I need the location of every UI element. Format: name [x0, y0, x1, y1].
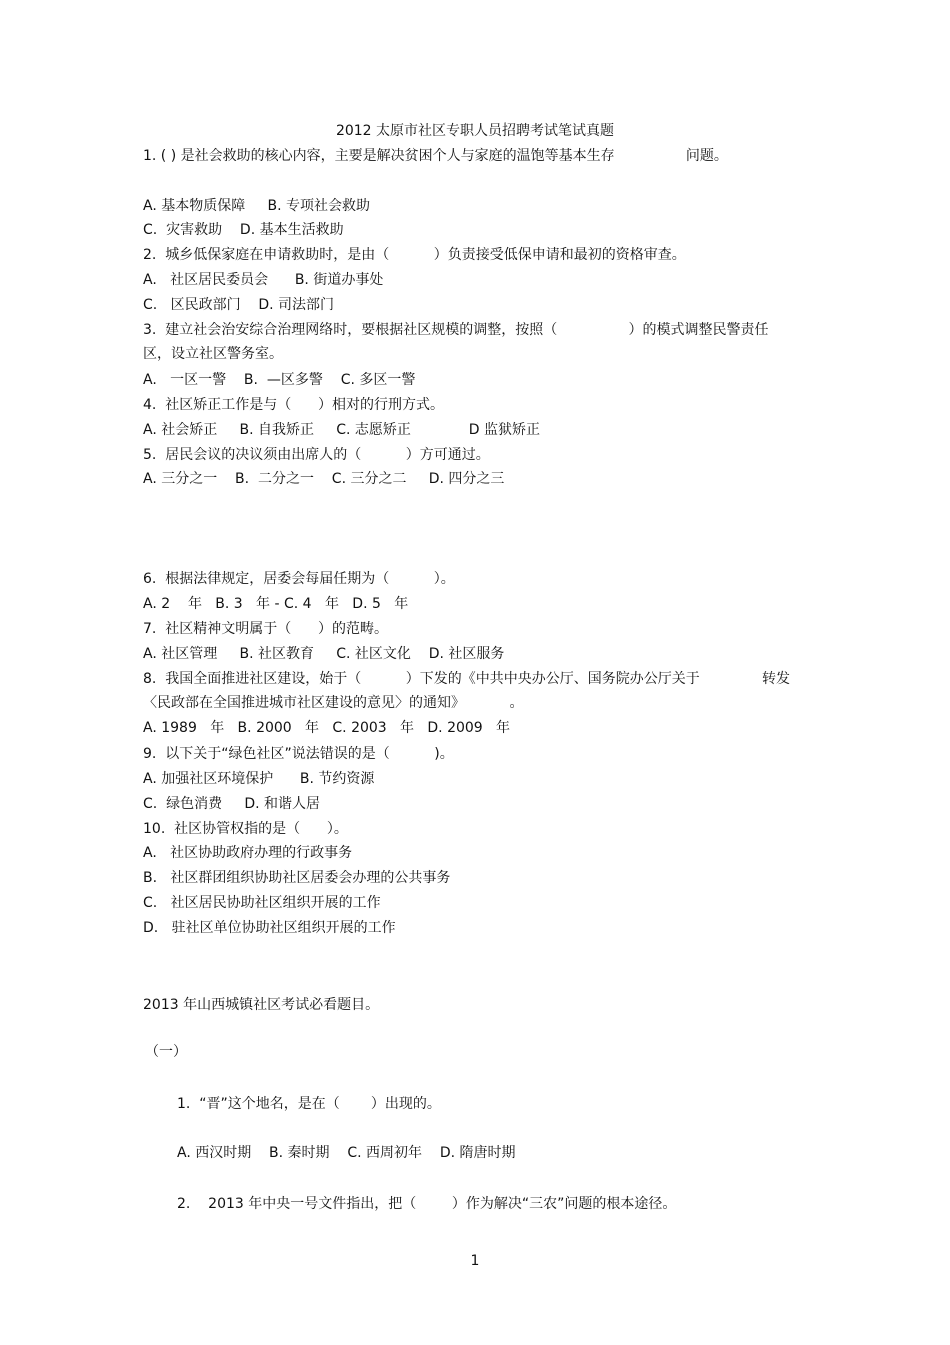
question-line: B. 社区群团组织协助社区居委会办理的公共事务 — [143, 870, 451, 886]
question-line: 2. 城乡低保家庭在申请救助时，是由（ ）负责接受低保申请和最初的资格审查。 — [143, 247, 686, 263]
question-line: 4. 社区矫正工作是与（ ）相对的行刑方式。 — [143, 397, 444, 413]
question-line: C. 绿色消费 D. 和谐人居 — [143, 796, 321, 812]
question-line: A. 社区管理 B. 社区教育 C. 社区文化 D. 社区服务 — [143, 646, 505, 662]
question-line: D. 驻社区单位协助社区组织开展的工作 — [143, 920, 396, 936]
question-line: 10. 社区协管权指的是（ ）。 — [143, 821, 348, 837]
question-line: A. 社会矫正 B. 自我矫正 C. 志愿矫正 D 监狱矫正 — [143, 422, 540, 438]
question-line: A. 三分之一 B. 二分之一 C. 三分之二 D. 四分之三 — [143, 471, 505, 487]
question-line: C. 区民政部门 D. 司法部门 — [143, 297, 335, 313]
question-line: A. 西汉时期 B. 秦时期 C. 西周初年 D. 隋唐时期 — [177, 1145, 516, 1161]
question-line: C. 灾害救助 D. 基本生活救助 — [143, 222, 344, 238]
question-line: 3. 建立社会治安综合治理网络时，要根据社区规模的调整，按照（ ）的模式调整民警责任 — [143, 322, 769, 338]
page-number: 1 — [470, 1253, 480, 1269]
question-line: 5. 居民会议的决议须由出席人的（ ）方可通过。 — [143, 447, 490, 463]
question-line: 9. 以下关于“绿色社区”说法错误的是（ )。 — [143, 746, 454, 762]
question-line: A. 社区居民委员会 B. 街道办事处 — [143, 272, 384, 288]
question-line: 区，设立社区警务室。 — [143, 346, 283, 362]
question-line: A. 社区协助政府办理的行政事务 — [143, 845, 353, 861]
section-title: 2013 年山西城镇社区考试必看题目。 — [143, 997, 380, 1013]
question-line: A. 一区一警 B. —区多警 C. 多区一警 — [143, 372, 416, 388]
question-line: 6. 根据法律规定，居委会每届任期为（ ）。 — [143, 571, 455, 587]
section-part-label: （一） — [145, 1044, 187, 1060]
question-line: 2. 2013 年中央一号文件指出，把（ ）作为解决“三农”问题的根本途径。 — [177, 1196, 677, 1212]
question-line: 1. “晋”这个地名，是在（ ）出现的。 — [177, 1096, 441, 1112]
question-line: A. 加强社区环境保护 B. 节约资源 — [143, 771, 375, 787]
question-line: A. 1989 年 B. 2000 年 C. 2003 年 D. 2009 年 — [143, 720, 511, 736]
question-line: A. 基本物质保障 B. 专项社会救助 — [143, 198, 370, 214]
page-title: 2012 太原市社区专职人员招聘考试笔试真题 — [335, 123, 615, 139]
question-line: A. 2 年 B. 3 年 - C. 4 年 D. 5 年 — [143, 596, 409, 612]
question-line: 8. 我国全面推进社区建设，始于（ ）下发的《中共中央办公厅、国务院办公厅关于 转发 — [143, 671, 791, 687]
question-line: 1. ( ) 是社会救助的核心内容，主要是解决贫困个人与家庭的温饱等基本生存 问题。 — [143, 148, 728, 164]
question-line: C. 社区居民协助社区组织开展的工作 — [143, 895, 381, 911]
question-line: 〈民政部在全国推进城市社区建设的意见〉的通知》 。 — [143, 695, 524, 711]
question-line: 7. 社区精神文明属于（ ）的范畴。 — [143, 621, 388, 637]
